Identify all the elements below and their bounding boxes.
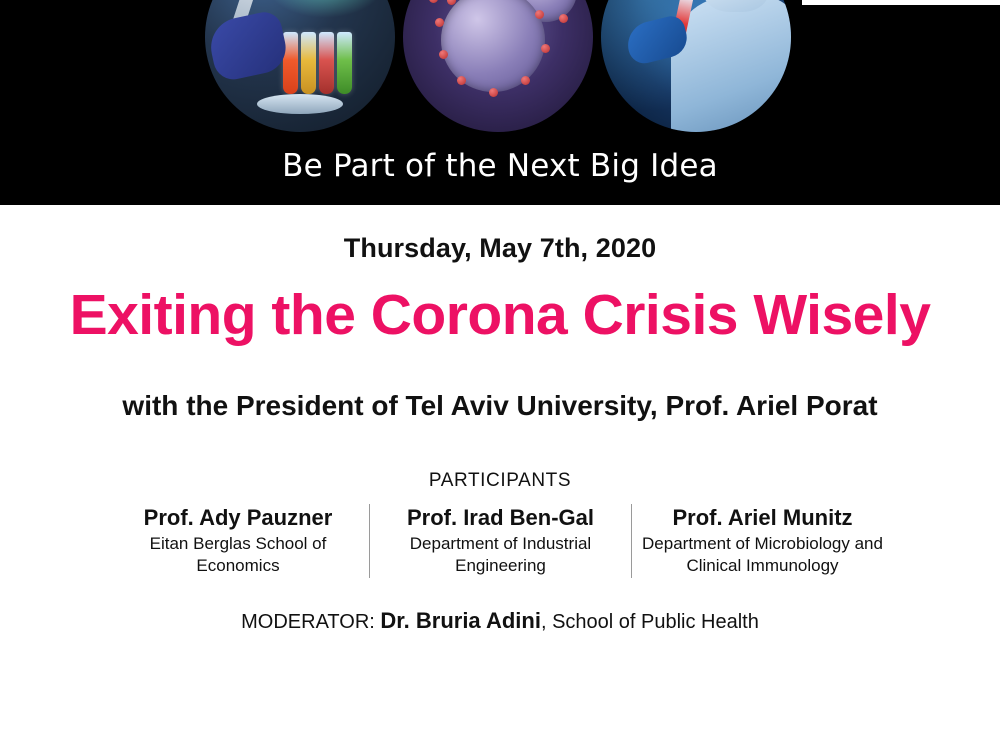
poster-content (0, 205, 1000, 750)
lab-coat (671, 0, 791, 132)
test-tube (283, 32, 298, 94)
subtitle-speaker-name: Prof. Ariel Porat (665, 389, 878, 421)
hero-inner (0, 0, 1000, 205)
moderator-affiliation: , School of Public Health (540, 610, 759, 633)
petri-dish (257, 94, 343, 114)
gloved-hand (206, 9, 291, 83)
participant-name: Prof. Irad Ben-Gal (406, 504, 595, 530)
event-date: Thursday, May 7th, 2020 (343, 233, 657, 263)
hero-tagline: Be Part of the Next Big Idea (282, 148, 718, 184)
participant-department: Department of Industrial Engineering (409, 534, 592, 576)
test-tube (301, 32, 316, 94)
lab-glow (265, 0, 385, 18)
participant-item (107, 504, 369, 578)
participant-department: Department of Microbiology and Clinical Immunology (642, 534, 883, 576)
moderator-line (0, 608, 1000, 634)
participant-item (369, 504, 631, 578)
participant-item (631, 504, 893, 578)
hero-image-row (205, 0, 805, 142)
moderator-name: Dr. Bruria Adini (380, 607, 541, 633)
lab-pipette-test-tubes-photo (205, 0, 395, 132)
researcher-in-ppe-photo (601, 0, 791, 132)
event-title: Exiting the Corona Crisis Wisely (69, 283, 931, 347)
participant-department: Eitan Berglas School of Economics (149, 534, 327, 576)
participant-name: Prof. Ady Pauzner (143, 504, 333, 530)
participants-label: PARTICIPANTS (428, 469, 572, 491)
coronavirus-particles-photo (403, 0, 593, 132)
test-tube (337, 32, 352, 94)
test-tube (319, 32, 334, 94)
hero-banner (0, 0, 1000, 205)
event-subtitle (0, 390, 1000, 422)
subtitle-prefix: with the President of Tel Aviv University, (122, 389, 666, 421)
virus-particle (441, 0, 545, 92)
participant-name: Prof. Ariel Munitz (672, 504, 853, 530)
participants-list (0, 504, 1000, 578)
moderator-label: MODERATOR: (241, 610, 381, 633)
